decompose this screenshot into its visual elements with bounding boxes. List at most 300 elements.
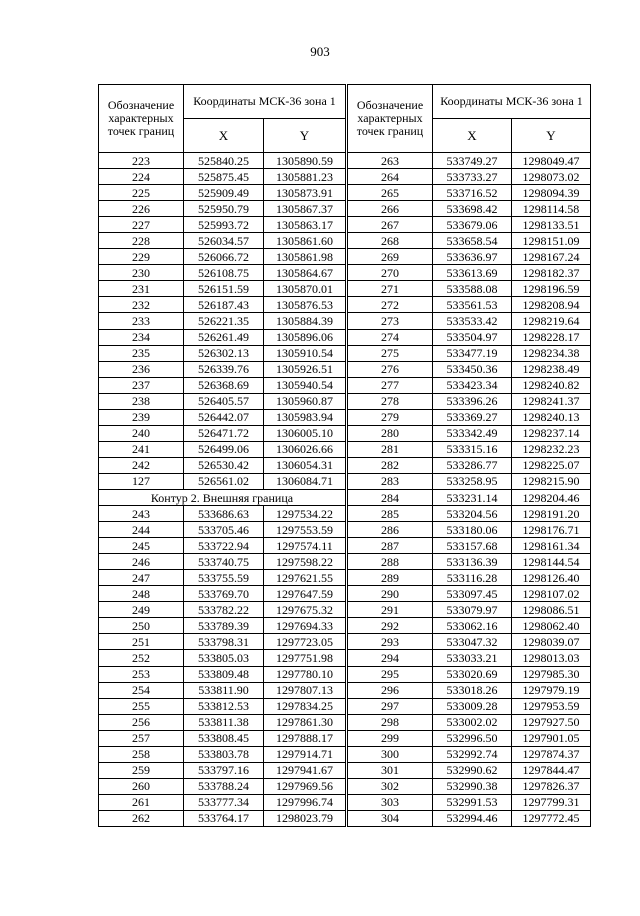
y-coordinate-cell: 1298204.46 <box>512 489 591 505</box>
table-row <box>99 217 346 233</box>
y-coordinate-cell: 1305884.39 <box>264 313 346 329</box>
x-coordinate-cell: 533803.78 <box>184 746 264 762</box>
y-coordinate-cell: 1297953.59 <box>512 698 591 714</box>
table-row <box>348 506 591 522</box>
x-coordinate-cell: 533636.97 <box>433 249 512 265</box>
table-row <box>348 377 591 393</box>
y-coordinate-cell: 1297675.32 <box>264 602 346 618</box>
point-id-cell: 266 <box>348 201 433 217</box>
y-coordinate-cell: 1306005.10 <box>264 425 346 441</box>
table-row <box>348 634 591 650</box>
point-id-cell: 267 <box>348 217 433 233</box>
point-id-cell: 286 <box>348 522 433 538</box>
x-coordinate-cell: 532990.62 <box>433 762 512 778</box>
point-id-cell: 223 <box>99 153 184 169</box>
table-row <box>99 522 346 538</box>
point-id-cell: 249 <box>99 602 184 618</box>
x-coordinate-cell: 533679.06 <box>433 217 512 233</box>
x-coordinate-cell: 533782.22 <box>184 602 264 618</box>
point-id-cell: 247 <box>99 570 184 586</box>
point-id-cell: 236 <box>99 361 184 377</box>
point-id-cell: 287 <box>348 538 433 554</box>
x-coordinate-cell: 526499.06 <box>184 441 264 457</box>
point-id-cell: 301 <box>348 762 433 778</box>
x-coordinate-cell: 533812.53 <box>184 698 264 714</box>
coord-group-header: Координаты МСК-36 зона 1 <box>433 85 591 119</box>
y-coordinate-cell: 1297751.98 <box>264 650 346 666</box>
x-coordinate-cell: 532992.74 <box>433 746 512 762</box>
point-id-cell: 229 <box>99 249 184 265</box>
y-coordinate-cell: 1297772.45 <box>512 810 591 826</box>
point-id-cell: 272 <box>348 297 433 313</box>
y-coordinate-cell: 1297799.31 <box>512 794 591 810</box>
point-id-cell: 250 <box>99 618 184 634</box>
x-coordinate-cell: 533789.39 <box>184 618 264 634</box>
page-number: 903 <box>310 44 330 59</box>
x-coordinate-cell: 526442.07 <box>184 409 264 425</box>
point-id-cell: 228 <box>99 233 184 249</box>
y-coordinate-cell: 1298126.40 <box>512 570 591 586</box>
x-coordinate-cell: 525909.49 <box>184 185 264 201</box>
table-row <box>348 682 591 698</box>
y-header: Y <box>264 119 346 153</box>
table-row <box>99 762 346 778</box>
x-coordinate-cell: 533788.24 <box>184 778 264 794</box>
x-coordinate-cell: 533020.69 <box>433 666 512 682</box>
y-coordinate-cell: 1298073.02 <box>512 169 591 185</box>
point-id-cell: 238 <box>99 393 184 409</box>
x-coordinate-cell: 525840.25 <box>184 153 264 169</box>
table-row <box>348 425 591 441</box>
x-coordinate-cell: 533504.97 <box>433 329 512 345</box>
y-coordinate-cell: 1298062.40 <box>512 618 591 634</box>
y-coordinate-cell: 1298228.17 <box>512 329 591 345</box>
x-coordinate-cell: 526368.69 <box>184 377 264 393</box>
table-row <box>348 714 591 730</box>
x-coordinate-cell: 533157.68 <box>433 538 512 554</box>
point-id-cell: 280 <box>348 425 433 441</box>
point-id-cell: 253 <box>99 666 184 682</box>
point-id-cell: 290 <box>348 586 433 602</box>
table-row <box>348 297 591 313</box>
point-id-cell: 248 <box>99 586 184 602</box>
table-row <box>348 169 591 185</box>
x-coordinate-cell: 526108.75 <box>184 265 264 281</box>
point-id-cell: 224 <box>99 169 184 185</box>
table-row <box>99 473 346 489</box>
y-coordinate-cell: 1297694.33 <box>264 618 346 634</box>
y-coordinate-cell: 1298234.38 <box>512 345 591 361</box>
x-coordinate-cell: 533258.95 <box>433 473 512 489</box>
x-coordinate-cell: 533769.70 <box>184 586 264 602</box>
y-coordinate-cell: 1306026.66 <box>264 441 346 457</box>
y-coordinate-cell: 1298167.24 <box>512 249 591 265</box>
point-id-cell: 225 <box>99 185 184 201</box>
table-row <box>348 153 591 169</box>
x-coordinate-cell: 526405.57 <box>184 393 264 409</box>
point-id-cell: 257 <box>99 730 184 746</box>
y-coordinate-cell: 1297901.05 <box>512 730 591 746</box>
x-coordinate-cell: 533811.90 <box>184 682 264 698</box>
x-coordinate-cell: 533658.54 <box>433 233 512 249</box>
table-row <box>99 810 346 826</box>
table-row <box>99 746 346 762</box>
point-id-cell: 252 <box>99 650 184 666</box>
x-coordinate-cell: 532991.53 <box>433 794 512 810</box>
table-row <box>99 233 346 249</box>
table-row <box>99 265 346 281</box>
table-row <box>348 473 591 489</box>
x-coordinate-cell: 533018.26 <box>433 682 512 698</box>
point-id-cell: 260 <box>99 778 184 794</box>
table-body-right <box>348 153 591 827</box>
section-row <box>99 489 346 505</box>
table-row <box>348 489 591 505</box>
y-coordinate-cell: 1297888.17 <box>264 730 346 746</box>
table-row <box>348 746 591 762</box>
table-row <box>348 361 591 377</box>
table-row <box>99 441 346 457</box>
point-id-cell: 302 <box>348 778 433 794</box>
table-row <box>99 506 346 522</box>
x-coordinate-cell: 533231.14 <box>433 489 512 505</box>
y-coordinate-cell: 1305861.98 <box>264 249 346 265</box>
y-coordinate-cell: 1305983.94 <box>264 409 346 425</box>
x-coordinate-cell: 533811.38 <box>184 714 264 730</box>
table-row <box>99 650 346 666</box>
point-id-cell: 269 <box>348 249 433 265</box>
x-coordinate-cell: 533079.97 <box>433 602 512 618</box>
point-id-cell: 265 <box>348 185 433 201</box>
point-id-cell: 276 <box>348 361 433 377</box>
y-coordinate-cell: 1297807.13 <box>264 682 346 698</box>
y-coordinate-cell: 1305864.67 <box>264 265 346 281</box>
y-coordinate-cell: 1298094.39 <box>512 185 591 201</box>
x-coordinate-cell: 533698.42 <box>433 201 512 217</box>
point-label-header: Обозначение характерных точек границ <box>348 85 433 153</box>
y-coordinate-cell: 1305881.23 <box>264 169 346 185</box>
y-coordinate-cell: 1298151.09 <box>512 233 591 249</box>
y-header: Y <box>512 119 591 153</box>
y-coordinate-cell: 1306084.71 <box>264 473 346 489</box>
point-id-cell: 270 <box>348 265 433 281</box>
coordinates-table-right <box>347 84 591 827</box>
y-coordinate-cell: 1305926.51 <box>264 361 346 377</box>
point-id-cell: 262 <box>99 810 184 826</box>
table-row <box>99 153 346 169</box>
x-coordinate-cell: 533342.49 <box>433 425 512 441</box>
table-row <box>348 409 591 425</box>
x-coordinate-cell: 525950.79 <box>184 201 264 217</box>
y-coordinate-cell: 1297874.37 <box>512 746 591 762</box>
x-coordinate-cell: 533777.34 <box>184 794 264 810</box>
y-coordinate-cell: 1298225.07 <box>512 457 591 473</box>
point-id-cell: 297 <box>348 698 433 714</box>
y-coordinate-cell: 1297780.10 <box>264 666 346 682</box>
table-row <box>348 281 591 297</box>
table-row <box>348 570 591 586</box>
table-row <box>348 345 591 361</box>
x-coordinate-cell: 533369.27 <box>433 409 512 425</box>
table-row <box>348 265 591 281</box>
x-coordinate-cell: 533809.48 <box>184 666 264 682</box>
point-id-cell: 271 <box>348 281 433 297</box>
y-coordinate-cell: 1298182.37 <box>512 265 591 281</box>
table-row <box>348 201 591 217</box>
y-coordinate-cell: 1298086.51 <box>512 602 591 618</box>
x-coordinate-cell: 533062.16 <box>433 618 512 634</box>
table-row <box>99 281 346 297</box>
y-coordinate-cell: 1298049.47 <box>512 153 591 169</box>
y-coordinate-cell: 1298114.58 <box>512 201 591 217</box>
x-coordinate-cell: 533588.08 <box>433 281 512 297</box>
table-row <box>99 361 346 377</box>
x-coordinate-cell: 533613.69 <box>433 265 512 281</box>
point-label-header: Обозначение характерных точек границ <box>99 85 184 153</box>
table-row <box>99 730 346 746</box>
table-row <box>99 778 346 794</box>
point-id-cell: 254 <box>99 682 184 698</box>
table-row <box>99 714 346 730</box>
table-row <box>348 730 591 746</box>
y-coordinate-cell: 1297941.67 <box>264 762 346 778</box>
point-id-cell: 282 <box>348 457 433 473</box>
y-coordinate-cell: 1305876.53 <box>264 297 346 313</box>
point-id-cell: 295 <box>348 666 433 682</box>
x-coordinate-cell: 526187.43 <box>184 297 264 313</box>
point-id-cell: 263 <box>348 153 433 169</box>
y-coordinate-cell: 1297826.37 <box>512 778 591 794</box>
point-id-cell: 232 <box>99 297 184 313</box>
y-coordinate-cell: 1298208.94 <box>512 297 591 313</box>
point-id-cell: 234 <box>99 329 184 345</box>
y-coordinate-cell: 1298219.64 <box>512 313 591 329</box>
table-row <box>99 169 346 185</box>
y-coordinate-cell: 1297574.11 <box>264 538 346 554</box>
point-id-cell: 226 <box>99 201 184 217</box>
table-row <box>348 441 591 457</box>
y-coordinate-cell: 1305873.91 <box>264 185 346 201</box>
table-row <box>99 425 346 441</box>
point-id-cell: 277 <box>348 377 433 393</box>
y-coordinate-cell: 1297979.19 <box>512 682 591 698</box>
x-coordinate-cell: 533797.16 <box>184 762 264 778</box>
table-row <box>99 794 346 810</box>
y-coordinate-cell: 1298191.20 <box>512 506 591 522</box>
table-row <box>348 666 591 682</box>
table-row <box>99 586 346 602</box>
y-coordinate-cell: 1298176.71 <box>512 522 591 538</box>
x-coordinate-cell: 525875.45 <box>184 169 264 185</box>
y-coordinate-cell: 1297844.47 <box>512 762 591 778</box>
x-coordinate-cell: 526339.76 <box>184 361 264 377</box>
point-id-cell: 239 <box>99 409 184 425</box>
point-id-cell: 233 <box>99 313 184 329</box>
point-id-cell: 283 <box>348 473 433 489</box>
y-coordinate-cell: 1305870.01 <box>264 281 346 297</box>
x-coordinate-cell: 526034.57 <box>184 233 264 249</box>
coord-group-header: Координаты МСК-36 зона 1 <box>184 85 346 119</box>
table-row <box>348 393 591 409</box>
x-coordinate-cell: 533009.28 <box>433 698 512 714</box>
x-coordinate-cell: 526261.49 <box>184 329 264 345</box>
table-row <box>99 618 346 634</box>
y-coordinate-cell: 1298133.51 <box>512 217 591 233</box>
table-row <box>99 377 346 393</box>
x-coordinate-cell: 532996.50 <box>433 730 512 746</box>
table-row <box>99 698 346 714</box>
x-coordinate-cell: 533204.56 <box>433 506 512 522</box>
table-row <box>348 233 591 249</box>
point-id-cell: 259 <box>99 762 184 778</box>
y-coordinate-cell: 1298232.23 <box>512 441 591 457</box>
table-row <box>99 329 346 345</box>
point-id-cell: 291 <box>348 602 433 618</box>
y-coordinate-cell: 1297969.56 <box>264 778 346 794</box>
x-coordinate-cell: 525993.72 <box>184 217 264 233</box>
point-id-cell: 255 <box>99 698 184 714</box>
table-row <box>99 185 346 201</box>
point-id-cell: 278 <box>348 393 433 409</box>
x-coordinate-cell: 533180.06 <box>433 522 512 538</box>
y-coordinate-cell: 1305863.17 <box>264 217 346 233</box>
point-id-cell: 274 <box>348 329 433 345</box>
section-title: Контур 2. Внешняя граница <box>99 489 346 505</box>
y-coordinate-cell: 1298241.37 <box>512 393 591 409</box>
y-coordinate-cell: 1297534.22 <box>264 506 346 522</box>
y-coordinate-cell: 1298144.54 <box>512 554 591 570</box>
x-coordinate-cell: 533722.94 <box>184 538 264 554</box>
point-id-cell: 296 <box>348 682 433 698</box>
table-row <box>348 538 591 554</box>
x-coordinate-cell: 532994.46 <box>433 810 512 826</box>
point-id-cell: 288 <box>348 554 433 570</box>
x-coordinate-cell: 533116.28 <box>433 570 512 586</box>
x-coordinate-cell: 533097.45 <box>433 586 512 602</box>
point-id-cell: 268 <box>348 233 433 249</box>
point-id-cell: 235 <box>99 345 184 361</box>
x-coordinate-cell: 533808.45 <box>184 730 264 746</box>
table-row <box>99 297 346 313</box>
x-coordinate-cell: 533047.32 <box>433 634 512 650</box>
x-coordinate-cell: 533686.63 <box>184 506 264 522</box>
x-coordinate-cell: 532990.38 <box>433 778 512 794</box>
point-id-cell: 289 <box>348 570 433 586</box>
x-coordinate-cell: 533764.17 <box>184 810 264 826</box>
y-coordinate-cell: 1298013.03 <box>512 650 591 666</box>
point-id-cell: 281 <box>348 441 433 457</box>
y-coordinate-cell: 1297598.22 <box>264 554 346 570</box>
point-id-cell: 256 <box>99 714 184 730</box>
x-coordinate-cell: 526066.72 <box>184 249 264 265</box>
table-row <box>99 666 346 682</box>
table-row <box>99 345 346 361</box>
table-row <box>348 650 591 666</box>
y-coordinate-cell: 1305861.60 <box>264 233 346 249</box>
y-coordinate-cell: 1297914.71 <box>264 746 346 762</box>
point-id-cell: 227 <box>99 217 184 233</box>
point-id-cell: 241 <box>99 441 184 457</box>
x-coordinate-cell: 533002.02 <box>433 714 512 730</box>
x-coordinate-cell: 526302.13 <box>184 345 264 361</box>
x-coordinate-cell: 533716.52 <box>433 185 512 201</box>
table-row <box>99 682 346 698</box>
y-coordinate-cell: 1306054.31 <box>264 457 346 473</box>
x-header: X <box>184 119 264 153</box>
y-coordinate-cell: 1297553.59 <box>264 522 346 538</box>
x-coordinate-cell: 533286.77 <box>433 457 512 473</box>
point-id-cell: 261 <box>99 794 184 810</box>
table-row <box>348 249 591 265</box>
table-row <box>99 538 346 554</box>
x-coordinate-cell: 533749.27 <box>433 153 512 169</box>
y-coordinate-cell: 1297621.55 <box>264 570 346 586</box>
point-id-cell: 284 <box>348 489 433 505</box>
x-coordinate-cell: 533755.59 <box>184 570 264 586</box>
x-coordinate-cell: 533533.42 <box>433 313 512 329</box>
x-coordinate-cell: 533705.46 <box>184 522 264 538</box>
point-id-cell: 279 <box>348 409 433 425</box>
x-coordinate-cell: 526471.72 <box>184 425 264 441</box>
x-coordinate-cell: 533450.36 <box>433 361 512 377</box>
y-coordinate-cell: 1305940.54 <box>264 377 346 393</box>
x-coordinate-cell: 533477.19 <box>433 345 512 361</box>
point-id-cell: 273 <box>348 313 433 329</box>
y-coordinate-cell: 1297647.59 <box>264 586 346 602</box>
table-row <box>348 762 591 778</box>
table-row <box>348 618 591 634</box>
table-row <box>99 457 346 473</box>
point-id-cell: 237 <box>99 377 184 393</box>
x-coordinate-cell: 533423.34 <box>433 377 512 393</box>
y-coordinate-cell: 1297723.05 <box>264 634 346 650</box>
point-id-cell: 300 <box>348 746 433 762</box>
table-row <box>348 602 591 618</box>
y-coordinate-cell: 1297985.30 <box>512 666 591 682</box>
x-coordinate-cell: 533315.16 <box>433 441 512 457</box>
table-row <box>99 634 346 650</box>
point-id-cell: 242 <box>99 457 184 473</box>
point-id-cell: 230 <box>99 265 184 281</box>
x-coordinate-cell: 533805.03 <box>184 650 264 666</box>
table-row <box>99 409 346 425</box>
point-id-cell: 304 <box>348 810 433 826</box>
y-coordinate-cell: 1297834.25 <box>264 698 346 714</box>
table-row <box>348 794 591 810</box>
y-coordinate-cell: 1297927.50 <box>512 714 591 730</box>
point-id-cell: 298 <box>348 714 433 730</box>
y-coordinate-cell: 1305890.59 <box>264 153 346 169</box>
y-coordinate-cell: 1298240.13 <box>512 409 591 425</box>
table-row <box>348 810 591 826</box>
table-row <box>348 554 591 570</box>
table-body-left <box>99 153 346 827</box>
y-coordinate-cell: 1305867.37 <box>264 201 346 217</box>
point-id-cell: 292 <box>348 618 433 634</box>
y-coordinate-cell: 1305960.87 <box>264 393 346 409</box>
table-row <box>99 249 346 265</box>
y-coordinate-cell: 1298196.59 <box>512 281 591 297</box>
x-header: X <box>433 119 512 153</box>
x-coordinate-cell: 533740.75 <box>184 554 264 570</box>
y-coordinate-cell: 1305910.54 <box>264 345 346 361</box>
y-coordinate-cell: 1298107.02 <box>512 586 591 602</box>
y-coordinate-cell: 1305896.06 <box>264 329 346 345</box>
x-coordinate-cell: 533561.53 <box>433 297 512 313</box>
y-coordinate-cell: 1298215.90 <box>512 473 591 489</box>
y-coordinate-cell: 1298238.49 <box>512 361 591 377</box>
table-row <box>99 201 346 217</box>
